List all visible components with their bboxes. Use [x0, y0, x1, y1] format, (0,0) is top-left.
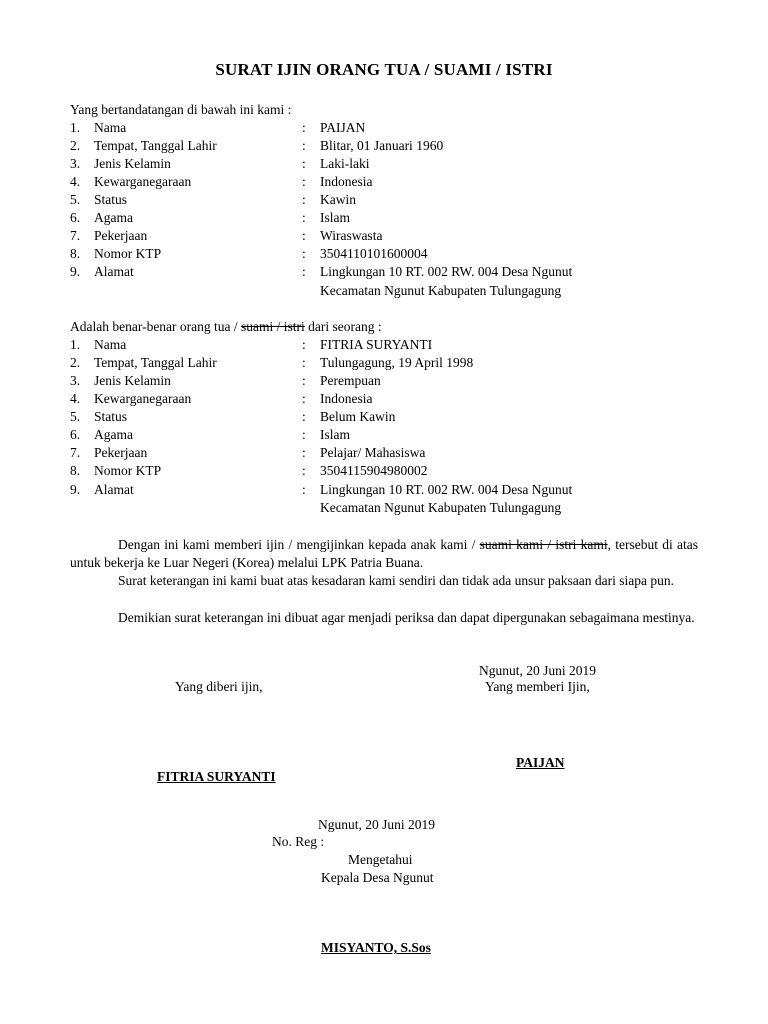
row-value: Belum Kawin: [320, 409, 396, 424]
row-label: Nama: [94, 120, 127, 135]
child-row-gender: [70, 372, 690, 390]
row-number: 5.: [70, 192, 81, 207]
relation-text: [70, 318, 382, 336]
row-value: Lingkungan 10 RT. 002 RW. 004 Desa Ngunut: [320, 482, 573, 497]
row-value: Perempuan: [320, 373, 381, 388]
row-label: Kewarganegaraan: [94, 174, 192, 189]
relation-pre: Adalah benar-benar orang tua /: [70, 319, 242, 334]
parent-row-religion: [70, 209, 690, 227]
row-value: Wiraswasta: [320, 228, 383, 243]
official-name: MISYANTO, S.Sos: [321, 940, 431, 955]
row-number: 7.: [70, 228, 81, 243]
row-value: Laki-laki: [320, 156, 370, 171]
paragraph-permission: [70, 536, 698, 572]
row-colon: :: [302, 192, 306, 207]
row-number: 9.: [70, 264, 81, 279]
parent-row-name: [70, 119, 690, 137]
parent-row-occupation: [70, 227, 690, 245]
row-value: Kawin: [320, 192, 356, 207]
row-colon: :: [302, 463, 306, 478]
child-row-name: [70, 336, 690, 354]
row-number: 4.: [70, 174, 81, 189]
row-number: 3.: [70, 156, 81, 171]
row-colon: :: [302, 156, 306, 171]
row-label: Jenis Kelamin: [94, 156, 171, 171]
child-row-religion: [70, 426, 690, 444]
row-label: Status: [94, 409, 128, 424]
row-value: 3504110101600004: [320, 246, 428, 261]
row-colon: :: [302, 427, 306, 442]
signature-left-name: FITRIA SURYANTI: [157, 769, 276, 784]
paragraph-voluntary: Surat keterangan ini kami buat atas kesadaran kami sendiri dan tidak ada unsur paksaan dari siapa pun.: [118, 573, 674, 588]
row-colon: :: [302, 355, 306, 370]
official-place-date: Ngunut, 20 Juni 2019: [318, 817, 436, 832]
row-number: 6.: [70, 210, 81, 225]
child-row-address: [70, 481, 690, 499]
row-value: Lingkungan 10 RT. 002 RW. 004 Desa Ngunut: [320, 264, 573, 279]
row-value: PAIJAN: [320, 120, 366, 135]
row-label: Alamat: [94, 264, 134, 279]
row-value: 3504115904980002: [320, 463, 428, 478]
row-value: Pelajar/ Mahasiswa: [320, 445, 426, 460]
row-colon: :: [302, 246, 306, 261]
row-colon: :: [302, 174, 306, 189]
row-value: Islam: [320, 427, 350, 442]
row-colon: :: [302, 409, 306, 424]
row-colon: :: [302, 210, 306, 225]
intro-text: Yang bertandatangan di bawah ini kami :: [70, 102, 292, 117]
child-address-continuation: Kecamatan Ngunut Kabupaten Tulungagung: [320, 500, 562, 515]
row-value: Indonesia: [320, 174, 373, 189]
row-label: Agama: [94, 210, 133, 225]
row-colon: :: [302, 228, 306, 243]
paragraph-closing: Demikian surat keterangan ini dibuat agar menjadi periksa dan dapat dipergunakan sebagaimana mestinya.: [118, 610, 695, 625]
row-label: Pekerjaan: [94, 228, 148, 243]
parent-address-continuation: Kecamatan Ngunut Kabupaten Tulungagung: [320, 283, 562, 298]
row-label: Pekerjaan: [94, 445, 148, 460]
row-label: Tempat, Tanggal Lahir: [94, 355, 217, 370]
row-label: Status: [94, 192, 128, 207]
row-number: 1.: [70, 337, 81, 352]
row-number: 2.: [70, 355, 81, 370]
row-colon: :: [302, 264, 306, 279]
row-colon: :: [302, 445, 306, 460]
row-value: Tulungagung, 19 April 1998: [320, 355, 474, 370]
row-number: 2.: [70, 138, 81, 153]
row-label: Tempat, Tanggal Lahir: [94, 138, 217, 153]
row-colon: :: [302, 120, 306, 135]
row-number: 5.: [70, 409, 81, 424]
signature-right-name: PAIJAN: [516, 755, 565, 770]
row-colon: :: [302, 391, 306, 406]
row-label: Nomor KTP: [94, 246, 162, 261]
row-label: Jenis Kelamin: [94, 373, 171, 388]
row-number: 1.: [70, 120, 81, 135]
row-number: 8.: [70, 246, 81, 261]
row-value: FITRIA SURYANTI: [320, 337, 433, 352]
row-number: 4.: [70, 391, 81, 406]
row-label: Nama: [94, 337, 127, 352]
signature-place-date: Ngunut, 20 Juni 2019: [479, 663, 597, 678]
relation-struck: suami / istri: [241, 319, 305, 334]
row-label: Alamat: [94, 482, 134, 497]
para1-struck: suami kami / istri kami: [479, 537, 608, 552]
parent-row-gender: [70, 155, 690, 173]
official-acknowledge: Mengetahui: [348, 852, 413, 867]
row-number: 6.: [70, 427, 81, 442]
child-row-citizenship: [70, 390, 690, 408]
signature-left-label: Yang diberi ijin,: [175, 679, 263, 694]
document-title: SURAT IJIN ORANG TUA / SUAMI / ISTRI: [215, 60, 553, 79]
child-row-occupation: [70, 444, 690, 462]
signature-right-label: Yang memberi Ijin,: [485, 679, 590, 694]
row-colon: :: [302, 337, 306, 352]
parent-row-citizenship: [70, 173, 690, 191]
row-value: Blitar, 01 Januari 1960: [320, 138, 444, 153]
row-colon: :: [302, 373, 306, 388]
child-row-birth: [70, 354, 690, 372]
row-label: Agama: [94, 427, 133, 442]
child-row-status: [70, 408, 690, 426]
row-number: 8.: [70, 463, 81, 478]
official-position: Kepala Desa Ngunut: [321, 870, 434, 885]
row-colon: :: [302, 482, 306, 497]
row-label: Nomor KTP: [94, 463, 162, 478]
row-number: 7.: [70, 445, 81, 460]
row-label: Kewarganegaraan: [94, 391, 192, 406]
parent-row-address: [70, 263, 690, 281]
parent-row-birth: [70, 137, 690, 155]
row-number: 9.: [70, 482, 81, 497]
parent-row-status: [70, 191, 690, 209]
row-value: Indonesia: [320, 391, 373, 406]
official-reg-number: No. Reg :: [272, 834, 325, 849]
row-colon: :: [302, 138, 306, 153]
parent-row-ktp: [70, 245, 690, 263]
para1-pre: Dengan ini kami memberi ijin / mengijinkan kepada anak kami /: [118, 537, 480, 552]
relation-post: dari seorang :: [304, 319, 382, 334]
child-row-ktp: [70, 462, 690, 480]
row-value: Islam: [320, 210, 350, 225]
para1-post: , tersebut di atas untuk bekerja ke Luar Negeri (Korea) melalui LPK Patria Buana.: [70, 537, 698, 570]
row-number: 3.: [70, 373, 81, 388]
